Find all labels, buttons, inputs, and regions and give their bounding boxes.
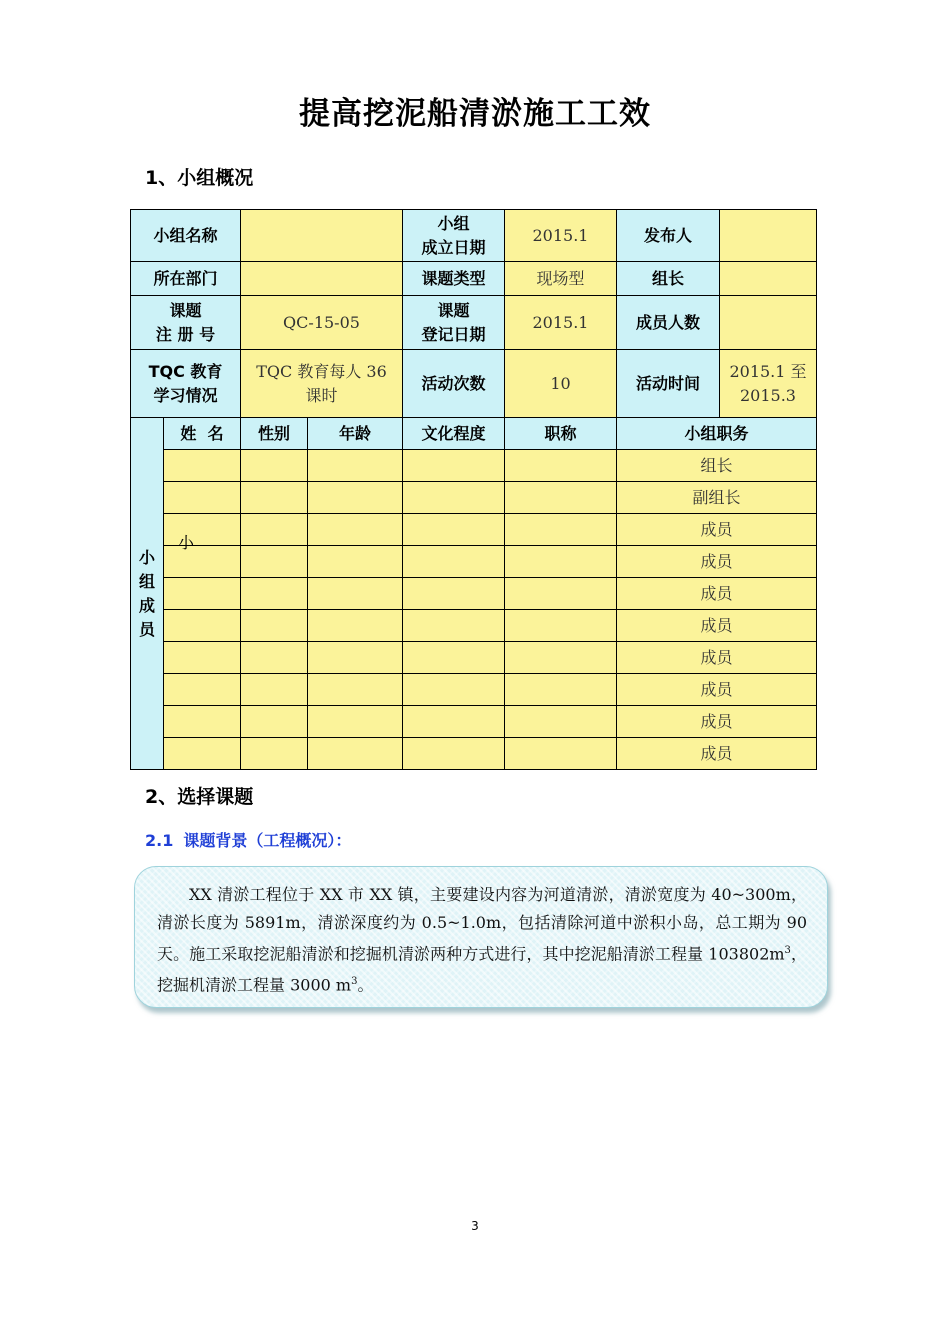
topic-type-label: 课题类型 <box>403 262 505 296</box>
tqc-label: TQC 教育 学习情况 <box>131 350 241 418</box>
activities-value: 10 <box>505 350 617 418</box>
member-row <box>131 642 817 674</box>
period-value: 2015.1 至 2015.3 <box>720 350 817 418</box>
publisher-value <box>720 210 817 262</box>
member-role: 成员 <box>617 674 817 706</box>
member-count-value <box>720 296 817 350</box>
section-heading-group-overview: 1、小组概况 <box>145 167 254 189</box>
background-textbox <box>134 866 828 1008</box>
members-side-label: 小 组 成 员 <box>131 418 164 770</box>
col-header-role: 小组职务 <box>617 418 817 450</box>
member-role: 成员 <box>617 610 817 642</box>
section-heading-select-topic: 2、选择课题 <box>145 786 254 808</box>
topic-type-value: 现场型 <box>505 262 617 296</box>
tqc-value: TQC 教育每人 36 课时 <box>241 350 403 418</box>
member-row <box>131 738 817 770</box>
member-role: 成员 <box>617 642 817 674</box>
background-paragraph: XX 清淤工程位于 XX 市 XX 镇，主要建设内容为河道清淤，清淤宽度为 40~300m，清淤长度为 5891m，清淤深度约为 0.5~1.0m，包括清除河道中淤积小岛，总工期为 90 天。施工采取挖泥船清淤和挖掘机清淤两种方式进行，其中挖泥船清淤工程量 $103802m^3$，挖掘机清淤工程量 3000 $m^3$。 <box>157 885 807 995</box>
col-header-title: 职称 <box>505 418 617 450</box>
reg-no-label: 课题 注 册 号 <box>131 296 241 350</box>
leader-value <box>720 262 817 296</box>
member-row <box>131 546 817 578</box>
col-header-name: 姓 名 <box>164 418 241 450</box>
member-role: 成员 <box>617 738 817 770</box>
reg-date-label: 课题 登记日期 <box>403 296 505 350</box>
founded-label: 小组 成立日期 <box>403 210 505 262</box>
member-role: 成员 <box>617 578 817 610</box>
member-role: 组长 <box>617 450 817 482</box>
col-header-gender: 性别 <box>241 418 308 450</box>
period-label: 活动时间 <box>617 350 720 418</box>
dept-label: 所在部门 <box>131 262 241 296</box>
member-count-label: 成员人数 <box>617 296 720 350</box>
group-name-value <box>241 210 403 262</box>
member-role: 副组长 <box>617 482 817 514</box>
member-row <box>131 450 817 482</box>
member-row <box>131 578 817 610</box>
activities-label: 活动次数 <box>403 350 505 418</box>
reg-no-value: QC-15-05 <box>241 296 403 350</box>
leader-label: 组长 <box>617 262 720 296</box>
col-header-age: 年龄 <box>308 418 403 450</box>
member-role: 成员 <box>617 514 817 546</box>
member-row <box>131 674 817 706</box>
member-row <box>131 514 817 546</box>
group-name-label: 小组名称 <box>131 210 241 262</box>
member-row <box>131 610 817 642</box>
stray-character: 小 <box>178 533 195 552</box>
member-role: 成员 <box>617 706 817 738</box>
founded-value: 2015.1 <box>505 210 617 262</box>
page-number: 3 <box>471 1219 479 1233</box>
reg-date-value: 2015.1 <box>505 296 617 350</box>
publisher-label: 发布人 <box>617 210 720 262</box>
col-header-education: 文化程度 <box>403 418 505 450</box>
dept-value <box>241 262 403 296</box>
member-row <box>131 706 817 738</box>
group-overview-table <box>130 209 817 770</box>
subsection-heading-background: 2.1 课题背景（工程概况）： <box>145 831 352 850</box>
member-role: 成员 <box>617 546 817 578</box>
member-row <box>131 482 817 514</box>
page-title: 提高挖泥船清淤施工工效 <box>299 96 651 132</box>
